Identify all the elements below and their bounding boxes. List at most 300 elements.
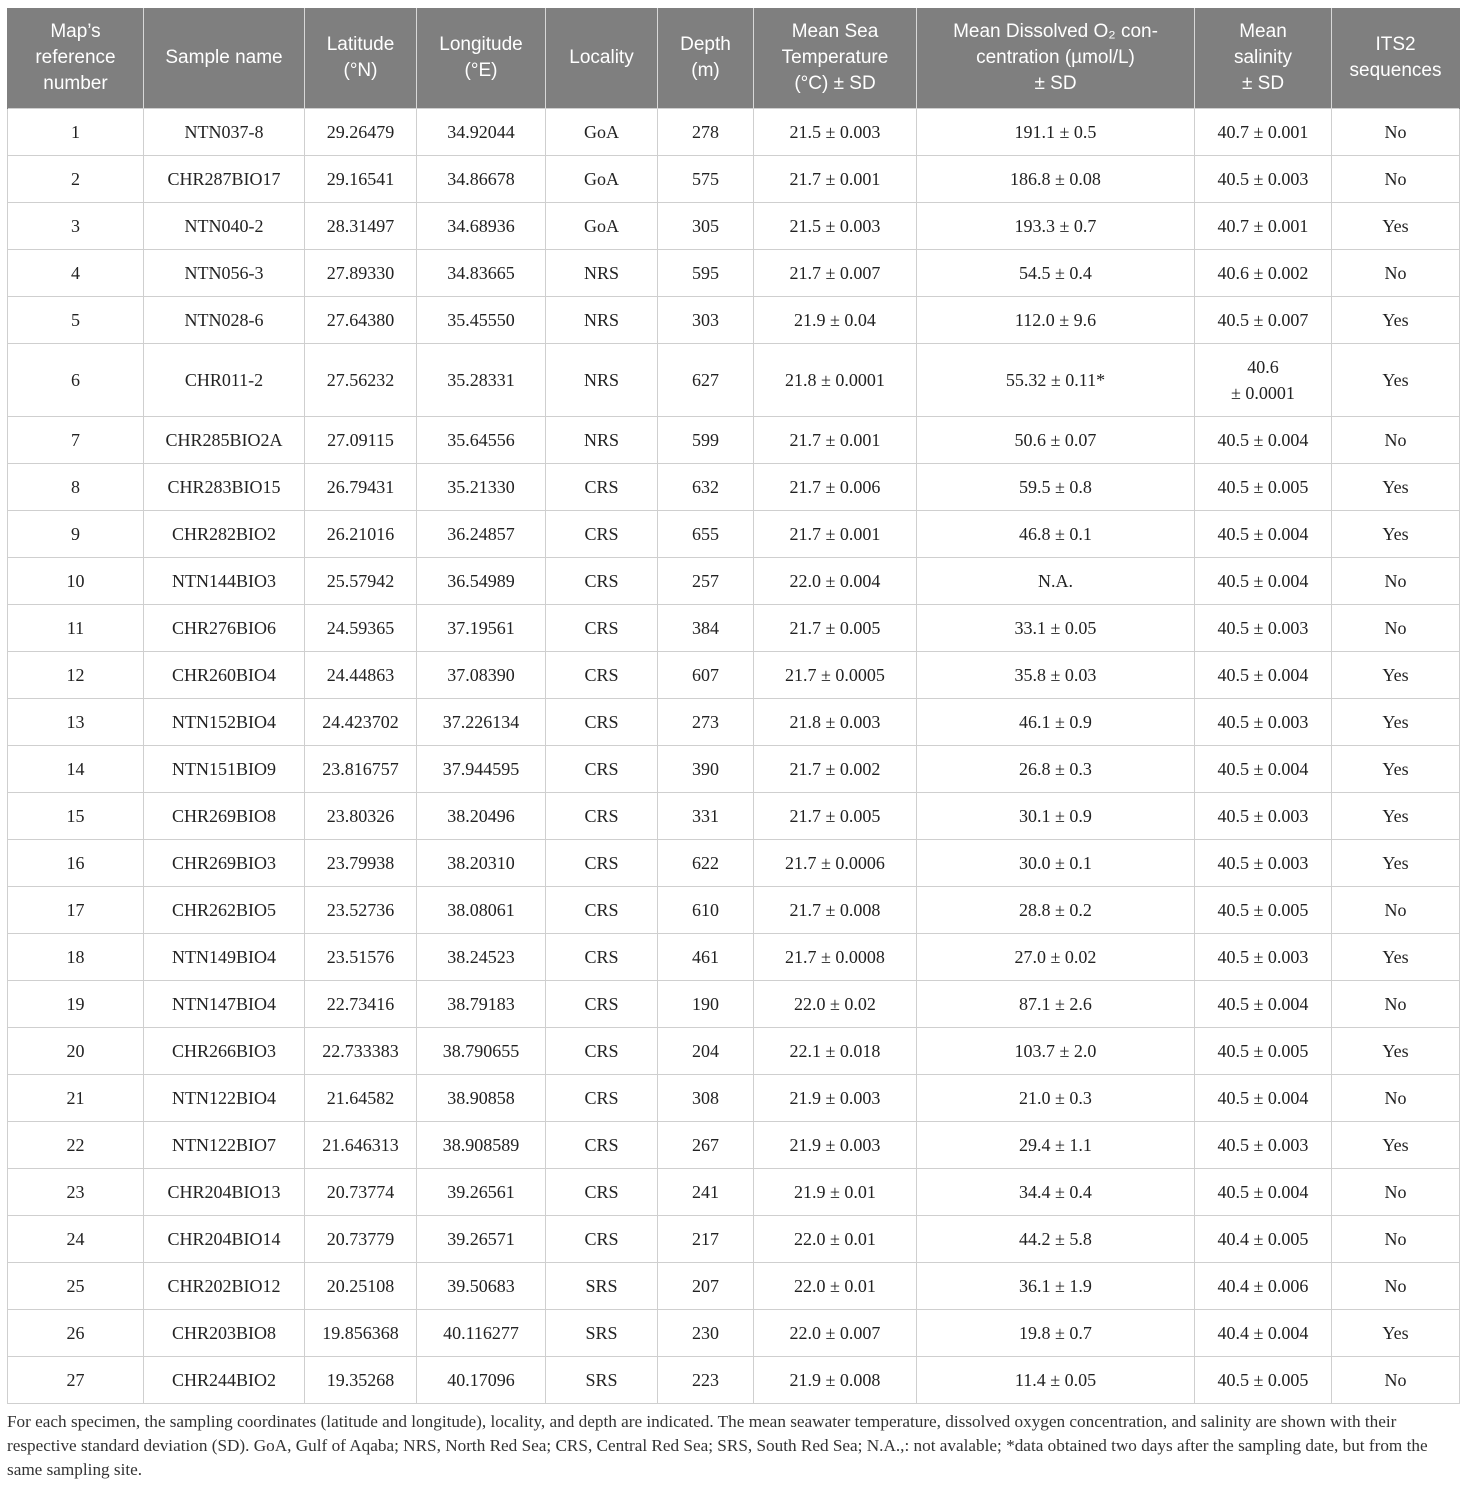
cell-temperature: 21.7 ± 0.001: [754, 511, 917, 558]
cell-dissolved-oxygen: 87.1 ± 2.6: [917, 981, 1195, 1028]
cell-depth: 607: [658, 652, 754, 699]
cell-reference-number: 17: [8, 887, 144, 934]
cell-depth: 627: [658, 344, 754, 417]
cell-dissolved-oxygen: 59.5 ± 0.8: [917, 464, 1195, 511]
cell-its2: Yes: [1332, 1028, 1460, 1075]
cell-reference-number: 11: [8, 605, 144, 652]
cell-latitude: 21.646313: [305, 1122, 417, 1169]
table-row: [8, 1169, 1460, 1216]
header-line: Mean: [1239, 21, 1287, 42]
cell-temperature: 21.7 ± 0.0006: [754, 840, 917, 887]
cell-locality: CRS: [546, 1169, 658, 1216]
cell-reference-number: 18: [8, 934, 144, 981]
cell-salinity: 40.4 ± 0.006: [1195, 1263, 1332, 1310]
cell-locality: CRS: [546, 887, 658, 934]
cell-latitude: 23.52736: [305, 887, 417, 934]
cell-locality: CRS: [546, 1075, 658, 1122]
cell-latitude: 25.57942: [305, 558, 417, 605]
cell-temperature: 21.9 ± 0.01: [754, 1169, 917, 1216]
table-row: [8, 746, 1460, 793]
cell-reference-number: 25: [8, 1263, 144, 1310]
cell-temperature: 22.0 ± 0.004: [754, 558, 917, 605]
cell-temperature: 22.1 ± 0.018: [754, 1028, 917, 1075]
cell-longitude: 40.17096: [417, 1357, 546, 1404]
cell-sample-name: CHR287BIO17: [144, 156, 305, 203]
cell-reference-number: 23: [8, 1169, 144, 1216]
cell-longitude: 39.26571: [417, 1216, 546, 1263]
cell-salinity: 40.6 ± 0.0001: [1195, 344, 1332, 417]
cell-temperature: 21.7 ± 0.006: [754, 464, 917, 511]
cell-longitude: 38.24523: [417, 934, 546, 981]
data-table-container: [7, 8, 1453, 1404]
cell-its2: Yes: [1332, 746, 1460, 793]
cell-temperature: 21.5 ± 0.003: [754, 109, 917, 156]
cell-depth: 384: [658, 605, 754, 652]
table-row: [8, 652, 1460, 699]
sampling-table: [7, 8, 1460, 1404]
header-line: Map’s: [50, 21, 101, 42]
table-row: [8, 887, 1460, 934]
cell-reference-number: 2: [8, 156, 144, 203]
cell-longitude: 34.68936: [417, 203, 546, 250]
cell-locality: SRS: [546, 1310, 658, 1357]
cell-dissolved-oxygen: 30.1 ± 0.9: [917, 793, 1195, 840]
table-row: [8, 1263, 1460, 1310]
cell-reference-number: 15: [8, 793, 144, 840]
cell-longitude: 37.944595: [417, 746, 546, 793]
cell-dissolved-oxygen: 103.7 ± 2.0: [917, 1028, 1195, 1075]
header-depth: [658, 8, 754, 109]
cell-reference-number: 21: [8, 1075, 144, 1122]
cell-latitude: 20.25108: [305, 1263, 417, 1310]
header-line: number: [43, 73, 108, 94]
cell-dissolved-oxygen: 19.8 ± 0.7: [917, 1310, 1195, 1357]
cell-locality: CRS: [546, 981, 658, 1028]
cell-salinity: 40.7 ± 0.001: [1195, 203, 1332, 250]
cell-depth: 461: [658, 934, 754, 981]
cell-longitude: 38.20310: [417, 840, 546, 887]
cell-sample-name: CHR276BIO6: [144, 605, 305, 652]
cell-longitude: 39.50683: [417, 1263, 546, 1310]
cell-its2: No: [1332, 887, 1460, 934]
cell-longitude: 38.790655: [417, 1028, 546, 1075]
cell-salinity: 40.5 ± 0.003: [1195, 699, 1332, 746]
header-mean-dissolved-oxygen: [917, 8, 1195, 109]
cell-reference-number: 1: [8, 109, 144, 156]
cell-reference-number: 4: [8, 250, 144, 297]
cell-latitude: 26.21016: [305, 511, 417, 558]
cell-locality: CRS: [546, 840, 658, 887]
cell-locality: SRS: [546, 1263, 658, 1310]
cell-salinity: 40.4 ± 0.005: [1195, 1216, 1332, 1263]
cell-salinity: 40.5 ± 0.003: [1195, 934, 1332, 981]
cell-latitude: 19.35268: [305, 1357, 417, 1404]
cell-salinity: 40.5 ± 0.005: [1195, 1028, 1332, 1075]
cell-sample-name: NTN144BIO3: [144, 558, 305, 605]
cell-sample-name: NTN152BIO4: [144, 699, 305, 746]
table-row: [8, 1075, 1460, 1122]
cell-longitude: 34.83665: [417, 250, 546, 297]
table-row: [8, 1216, 1460, 1263]
cell-temperature: 21.9 ± 0.003: [754, 1122, 917, 1169]
cell-depth: 230: [658, 1310, 754, 1357]
cell-sample-name: NTN037-8: [144, 109, 305, 156]
cell-temperature: 22.0 ± 0.01: [754, 1263, 917, 1310]
table-row: [8, 250, 1460, 297]
cell-dissolved-oxygen: 191.1 ± 0.5: [917, 109, 1195, 156]
cell-its2: Yes: [1332, 1122, 1460, 1169]
cell-sample-name: CHR011-2: [144, 344, 305, 417]
cell-sample-name: CHR202BIO12: [144, 1263, 305, 1310]
header-line: (°N): [343, 60, 378, 81]
cell-depth: 267: [658, 1122, 754, 1169]
cell-dissolved-oxygen: 36.1 ± 1.9: [917, 1263, 1195, 1310]
cell-its2: No: [1332, 605, 1460, 652]
table-row: [8, 699, 1460, 746]
cell-longitude: 35.28331: [417, 344, 546, 417]
cell-salinity: 40.6 ± 0.002: [1195, 250, 1332, 297]
header-line: Latitude: [326, 34, 395, 55]
header-line: salinity: [1233, 47, 1293, 68]
cell-salinity: 40.5 ± 0.005: [1195, 887, 1332, 934]
cell-dissolved-oxygen: 193.3 ± 0.7: [917, 203, 1195, 250]
cell-temperature: 21.5 ± 0.003: [754, 203, 917, 250]
cell-depth: 273: [658, 699, 754, 746]
cell-latitude: 29.16541: [305, 156, 417, 203]
cell-depth: 190: [658, 981, 754, 1028]
cell-longitude: 40.116277: [417, 1310, 546, 1357]
cell-reference-number: 10: [8, 558, 144, 605]
cell-reference-number: 13: [8, 699, 144, 746]
cell-temperature: 21.7 ± 0.008: [754, 887, 917, 934]
header-line: (m): [691, 60, 720, 81]
cell-its2: Yes: [1332, 652, 1460, 699]
cell-longitude: 37.226134: [417, 699, 546, 746]
cell-dissolved-oxygen: 46.1 ± 0.9: [917, 699, 1195, 746]
cell-dissolved-oxygen: 46.8 ± 0.1: [917, 511, 1195, 558]
cell-temperature: 22.0 ± 0.02: [754, 981, 917, 1028]
header-latitude: [305, 8, 417, 109]
cell-temperature: 21.8 ± 0.0001: [754, 344, 917, 417]
cell-latitude: 22.733383: [305, 1028, 417, 1075]
cell-locality: CRS: [546, 746, 658, 793]
cell-salinity: 40.5 ± 0.003: [1195, 840, 1332, 887]
table-row: [8, 1122, 1460, 1169]
cell-longitude: 37.08390: [417, 652, 546, 699]
cell-reference-number: 22: [8, 1122, 144, 1169]
table-row: [8, 464, 1460, 511]
cell-depth: 305: [658, 203, 754, 250]
cell-depth: 575: [658, 156, 754, 203]
cell-its2: Yes: [1332, 793, 1460, 840]
cell-dissolved-oxygen: N.A.: [917, 558, 1195, 605]
cell-dissolved-oxygen: 26.8 ± 0.3: [917, 746, 1195, 793]
header-line: Mean Sea: [791, 21, 879, 42]
cell-reference-number: 16: [8, 840, 144, 887]
cell-reference-number: 12: [8, 652, 144, 699]
cell-locality: NRS: [546, 417, 658, 464]
cell-depth: 599: [658, 417, 754, 464]
header-line: ITS2: [1375, 34, 1416, 55]
cell-longitude: 39.26561: [417, 1169, 546, 1216]
cell-locality: CRS: [546, 652, 658, 699]
cell-reference-number: 27: [8, 1357, 144, 1404]
header-line: (°E): [464, 60, 498, 81]
cell-salinity: 40.5 ± 0.004: [1195, 746, 1332, 793]
cell-depth: 390: [658, 746, 754, 793]
cell-its2: No: [1332, 417, 1460, 464]
cell-locality: GoA: [546, 156, 658, 203]
table-row: [8, 1357, 1460, 1404]
cell-its2: No: [1332, 250, 1460, 297]
cell-latitude: 29.26479: [305, 109, 417, 156]
cell-locality: CRS: [546, 464, 658, 511]
cell-locality: CRS: [546, 1216, 658, 1263]
cell-salinity: 40.4 ± 0.004: [1195, 1310, 1332, 1357]
cell-dissolved-oxygen: 21.0 ± 0.3: [917, 1075, 1195, 1122]
cell-longitude: 34.92044: [417, 109, 546, 156]
cell-its2: Yes: [1332, 464, 1460, 511]
cell-depth: 655: [658, 511, 754, 558]
cell-reference-number: 3: [8, 203, 144, 250]
cell-sample-name: NTN122BIO4: [144, 1075, 305, 1122]
cell-longitude: 35.45550: [417, 297, 546, 344]
cell-depth: 257: [658, 558, 754, 605]
cell-dissolved-oxygen: 29.4 ± 1.1: [917, 1122, 1195, 1169]
cell-locality: CRS: [546, 793, 658, 840]
cell-its2: Yes: [1332, 344, 1460, 417]
cell-dissolved-oxygen: 186.8 ± 0.08: [917, 156, 1195, 203]
table-row: [8, 1310, 1460, 1357]
cell-latitude: 21.64582: [305, 1075, 417, 1122]
cell-salinity: 40.5 ± 0.007: [1195, 297, 1332, 344]
cell-sample-name: CHR285BIO2A: [144, 417, 305, 464]
cell-depth: 303: [658, 297, 754, 344]
cell-longitude: 38.20496: [417, 793, 546, 840]
cell-locality: CRS: [546, 511, 658, 558]
header-line: reference: [35, 47, 116, 68]
cell-dissolved-oxygen: 55.32 ± 0.11*: [917, 344, 1195, 417]
header-longitude: [417, 8, 546, 109]
cell-dissolved-oxygen: 11.4 ± 0.05: [917, 1357, 1195, 1404]
header-line: Depth: [680, 34, 731, 55]
cell-its2: No: [1332, 1263, 1460, 1310]
header-line: ± SD: [1034, 73, 1077, 94]
cell-salinity: 40.5 ± 0.005: [1195, 1357, 1332, 1404]
cell-its2: Yes: [1332, 203, 1460, 250]
header-locality: [546, 8, 658, 109]
cell-depth: 308: [658, 1075, 754, 1122]
cell-longitude: 36.24857: [417, 511, 546, 558]
cell-temperature: 21.9 ± 0.008: [754, 1357, 917, 1404]
cell-longitude: 35.21330: [417, 464, 546, 511]
cell-reference-number: 8: [8, 464, 144, 511]
table-row: [8, 558, 1460, 605]
cell-salinity: 40.5 ± 0.004: [1195, 1169, 1332, 1216]
cell-reference-number: 14: [8, 746, 144, 793]
cell-dissolved-oxygen: 34.4 ± 0.4: [917, 1169, 1195, 1216]
cell-longitude: 38.908589: [417, 1122, 546, 1169]
header-line: Mean Dissolved O₂ con-: [953, 21, 1158, 42]
cell-temperature: 21.9 ± 0.04: [754, 297, 917, 344]
cell-longitude: 35.64556: [417, 417, 546, 464]
cell-its2: Yes: [1332, 1310, 1460, 1357]
cell-latitude: 28.31497: [305, 203, 417, 250]
cell-depth: 217: [658, 1216, 754, 1263]
cell-sample-name: NTN151BIO9: [144, 746, 305, 793]
cell-latitude: 27.64380: [305, 297, 417, 344]
cell-reference-number: 5: [8, 297, 144, 344]
table-footnote: For each specimen, the sampling coordinates (latitude and longitude), locality, and depth are indicated. The mean seawater temperature, dissolved oxygen concentration, and salinity are shown with their respective standard deviation (SD). GoA, Gulf of Aqaba; NRS, North Red Sea; CRS, Central Red Sea; SRS, South Red Sea; N.A.,: not avalable; *data obtained two days after the sampling date, but from the same sampling site.: [7, 1412, 1428, 1479]
cell-its2: Yes: [1332, 511, 1460, 558]
table-body: [8, 109, 1460, 1404]
cell-latitude: 19.856368: [305, 1310, 417, 1357]
cell-its2: No: [1332, 1169, 1460, 1216]
cell-dissolved-oxygen: 30.0 ± 0.1: [917, 840, 1195, 887]
table-row: [8, 840, 1460, 887]
cell-locality: CRS: [546, 1028, 658, 1075]
cell-sample-name: CHR266BIO3: [144, 1028, 305, 1075]
cell-depth: 595: [658, 250, 754, 297]
cell-latitude: 23.816757: [305, 746, 417, 793]
cell-reference-number: 7: [8, 417, 144, 464]
cell-longitude: 36.54989: [417, 558, 546, 605]
cell-sample-name: CHR283BIO15: [144, 464, 305, 511]
cell-its2: Yes: [1332, 934, 1460, 981]
cell-sample-name: CHR203BIO8: [144, 1310, 305, 1357]
table-row: [8, 981, 1460, 1028]
cell-locality: GoA: [546, 203, 658, 250]
cell-dissolved-oxygen: 35.8 ± 0.03: [917, 652, 1195, 699]
header-line: sequences: [1349, 60, 1442, 81]
cell-dissolved-oxygen: 112.0 ± 9.6: [917, 297, 1195, 344]
cell-longitude: 38.90858: [417, 1075, 546, 1122]
cell-salinity: 40.5 ± 0.005: [1195, 464, 1332, 511]
cell-sample-name: NTN147BIO4: [144, 981, 305, 1028]
table-row: [8, 511, 1460, 558]
table-row: [8, 109, 1460, 156]
cell-locality: NRS: [546, 344, 658, 417]
cell-latitude: 23.80326: [305, 793, 417, 840]
cell-its2: No: [1332, 1075, 1460, 1122]
cell-temperature: 21.7 ± 0.0005: [754, 652, 917, 699]
table-row: [8, 934, 1460, 981]
cell-latitude: 24.44863: [305, 652, 417, 699]
cell-salinity: 40.5 ± 0.004: [1195, 511, 1332, 558]
cell-temperature: 22.0 ± 0.007: [754, 1310, 917, 1357]
cell-sample-name: NTN149BIO4: [144, 934, 305, 981]
cell-locality: NRS: [546, 297, 658, 344]
cell-depth: 223: [658, 1357, 754, 1404]
cell-sample-name: CHR204BIO14: [144, 1216, 305, 1263]
cell-latitude: 27.89330: [305, 250, 417, 297]
cell-temperature: 22.0 ± 0.01: [754, 1216, 917, 1263]
cell-dissolved-oxygen: 33.1 ± 0.05: [917, 605, 1195, 652]
cell-temperature: 21.7 ± 0.001: [754, 417, 917, 464]
cell-depth: 331: [658, 793, 754, 840]
cell-dissolved-oxygen: 50.6 ± 0.07: [917, 417, 1195, 464]
cell-its2: Yes: [1332, 699, 1460, 746]
cell-salinity: 40.5 ± 0.003: [1195, 605, 1332, 652]
cell-sample-name: CHR260BIO4: [144, 652, 305, 699]
cell-locality: CRS: [546, 1122, 658, 1169]
cell-salinity: 40.5 ± 0.004: [1195, 652, 1332, 699]
cell-depth: 622: [658, 840, 754, 887]
cell-sample-name: CHR269BIO3: [144, 840, 305, 887]
cell-sample-name: NTN028-6: [144, 297, 305, 344]
cell-salinity: 40.5 ± 0.003: [1195, 1122, 1332, 1169]
cell-salinity: 40.5 ± 0.003: [1195, 793, 1332, 840]
cell-sample-name: NTN056-3: [144, 250, 305, 297]
cell-its2: No: [1332, 558, 1460, 605]
cell-locality: CRS: [546, 558, 658, 605]
cell-reference-number: 6: [8, 344, 144, 417]
cell-salinity: 40.5 ± 0.003: [1195, 156, 1332, 203]
header-row: [8, 8, 1460, 109]
table-row: [8, 417, 1460, 464]
cell-sample-name: CHR269BIO8: [144, 793, 305, 840]
cell-sample-name: NTN040-2: [144, 203, 305, 250]
cell-its2: No: [1332, 1357, 1460, 1404]
header-sample-name: [144, 8, 305, 109]
table-row: [8, 156, 1460, 203]
cell-latitude: 27.56232: [305, 344, 417, 417]
cell-latitude: 24.423702: [305, 699, 417, 746]
cell-latitude: 20.73774: [305, 1169, 417, 1216]
cell-depth: 278: [658, 109, 754, 156]
cell-dissolved-oxygen: 44.2 ± 5.8: [917, 1216, 1195, 1263]
cell-its2: No: [1332, 156, 1460, 203]
cell-latitude: 27.09115: [305, 417, 417, 464]
cell-locality: NRS: [546, 250, 658, 297]
header-line: ± SD: [1241, 73, 1285, 94]
cell-locality: CRS: [546, 934, 658, 981]
cell-reference-number: 19: [8, 981, 144, 1028]
cell-temperature: 21.7 ± 0.007: [754, 250, 917, 297]
cell-locality: CRS: [546, 605, 658, 652]
cell-latitude: 24.59365: [305, 605, 417, 652]
cell-salinity: 40.5 ± 0.004: [1195, 1075, 1332, 1122]
table-row: [8, 297, 1460, 344]
cell-latitude: 26.79431: [305, 464, 417, 511]
cell-salinity: 40.7 ± 0.001: [1195, 109, 1332, 156]
cell-locality: SRS: [546, 1357, 658, 1404]
cell-longitude: 38.08061: [417, 887, 546, 934]
cell-its2: Yes: [1332, 840, 1460, 887]
header-mean-salinity: [1195, 8, 1332, 109]
cell-depth: 207: [658, 1263, 754, 1310]
cell-salinity: 40.5 ± 0.004: [1195, 981, 1332, 1028]
cell-dissolved-oxygen: 27.0 ± 0.02: [917, 934, 1195, 981]
cell-longitude: 34.86678: [417, 156, 546, 203]
header-its2-sequences: [1332, 8, 1460, 109]
cell-reference-number: 9: [8, 511, 144, 558]
cell-sample-name: CHR262BIO5: [144, 887, 305, 934]
cell-temperature: 21.7 ± 0.0008: [754, 934, 917, 981]
cell-sample-name: CHR204BIO13: [144, 1169, 305, 1216]
cell-salinity: 40.5 ± 0.004: [1195, 417, 1332, 464]
header-line: Temperature: [781, 47, 889, 68]
cell-temperature: 21.9 ± 0.003: [754, 1075, 917, 1122]
header-line: centration (µmol/L): [976, 47, 1135, 68]
header-map-reference-number: [8, 8, 144, 109]
cell-reference-number: 26: [8, 1310, 144, 1357]
cell-latitude: 23.51576: [305, 934, 417, 981]
cell-its2: No: [1332, 109, 1460, 156]
cell-longitude: 37.19561: [417, 605, 546, 652]
header-mean-sea-temperature: [754, 8, 917, 109]
cell-temperature: 21.7 ± 0.005: [754, 793, 917, 840]
